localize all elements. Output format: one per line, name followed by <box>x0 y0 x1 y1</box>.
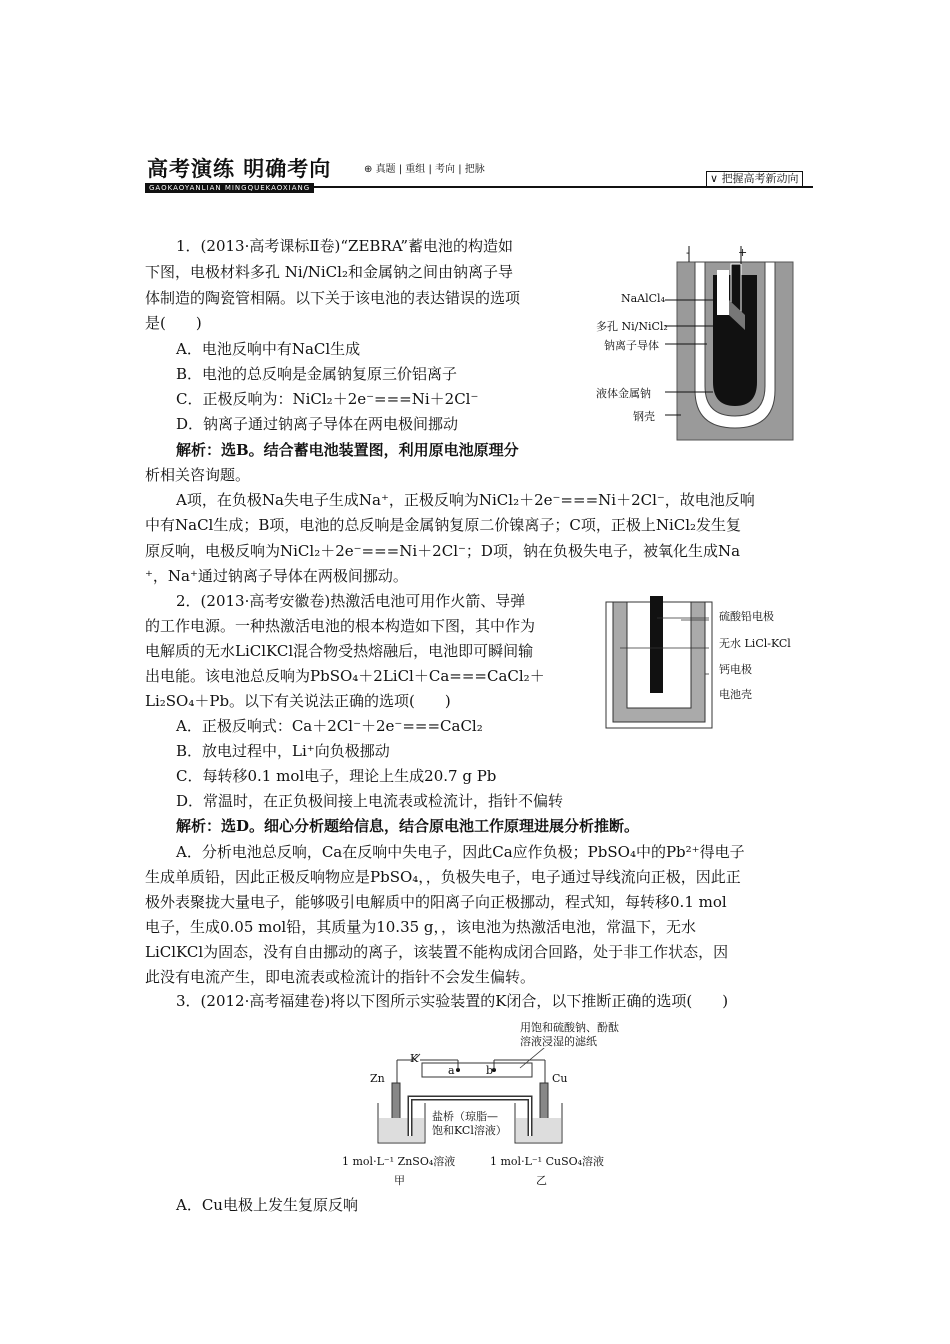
q1-explanation: 中有NaCl生成；B项，电池的总反响是金属钠复原二价镍离子；C项，正极上NiCl₂发生复 <box>145 516 742 534</box>
fig2-label: 钙电极 <box>719 663 752 676</box>
fig3-paper-label: 溶液浸湿的滤纸 <box>520 1035 597 1048</box>
q1-explanation: ⁺，Na⁺通过钠离子导体在两极间挪动。 <box>145 567 408 585</box>
q2-explanation: LiClKCl为固态，没有自由挪动的离子，该装置不能构成闭合回路，处于非工作状态，因 <box>145 943 729 961</box>
q2-stem-line: Li₂SO₄＋Pb。以下有关说法正确的选项( ) <box>145 692 451 710</box>
q1-stem-line: 下图，电极材料多孔 Ni/NiCl₂和金属钠之间由钠离子导 <box>145 263 513 281</box>
fig3-yi-label: 乙 <box>536 1174 547 1187</box>
section-tags: ⊕ 真题 | 重组 | 考向 | 把脉 <box>364 164 485 175</box>
q1-stem-line: 体制造的陶瓷管相隔。以下关于该电池的表达错误的选项 <box>145 289 521 307</box>
q3-option-a: A．Cu电极上发生复原反响 <box>176 1196 358 1214</box>
q2-option-c: C．每转移0.1 mol电子，理论上生成20.7 g Pb <box>176 767 497 785</box>
q2-explanation: 此没有电流产生，即电流表或检流计的指针不会发生偏转。 <box>145 968 536 986</box>
fig3-cu-label: Cu <box>552 1072 568 1085</box>
q1-option-a: A．电池反响中有NaCl生成 <box>176 340 361 358</box>
q2-option-a: A．正极反响式：Ca＋2Cl⁻＋2e⁻===CaCl₂ <box>176 717 483 735</box>
fig1-label: 液体金属钠 <box>596 387 651 400</box>
q1-explanation: 原反响，电极反响为NiCl₂＋2e⁻===Ni＋2Cl⁻；D项，钠在负极失电子，被氧化生成Na <box>145 542 741 560</box>
section-tag-box: ∨ 把握高考新动向 <box>706 171 803 187</box>
fig3-a-label: a <box>448 1064 455 1077</box>
q1-option-d: D．钠离子通过钠离子导体在两电极间挪动 <box>176 415 459 433</box>
fig3-b-label: b <box>486 1064 494 1077</box>
q2-explanation: 生成单质铅，因此正极反响物应是PbSO₄，，负极失电子，电子通过导线流向正极，因此正 <box>145 868 741 886</box>
q2-explanation: 解析：选D。细心分析题给信息，结合原电池工作原理进展分析推断。 <box>176 817 640 835</box>
chevron-down-icon: ∨ <box>710 172 722 185</box>
q2-stem-line: 电解质的无水LiClKCl混合物受热熔融后，电池即可瞬间输 <box>145 642 534 660</box>
q2-stem-line: 的工作电源。一种热激活电池的根本构造如下图，其中作为 <box>145 617 536 635</box>
fig3-zn-label: Zn <box>370 1072 385 1085</box>
q1-stem-line: 1．(2013·高考课标Ⅱ卷)“ZEBRA”蓄电池的构造如 <box>176 237 514 255</box>
fig2-label: 硫酸铅电极 <box>719 610 774 623</box>
q1-stem-line: 是( ) <box>145 314 202 332</box>
q2-stem-line: 出电能。该电池总反响为PbSO₄＋2LiCl＋Ca===CaCl₂＋ <box>145 667 545 685</box>
q2-explanation: 极外表聚拢大量电子，能够吸引电解质中的阳离子向正极挪动，程式知，每转移0.1 mol <box>145 893 727 911</box>
fig1-label: NaAlCl₄ <box>621 292 665 305</box>
q2-stem-line: 2．(2013·高考安徽卷)热激活电池可用作火箭、导弹 <box>176 592 526 610</box>
fig3-k-label: K <box>410 1052 419 1065</box>
q1-option-c: C．正极反响为：NiCl₂＋2e⁻===Ni＋2Cl⁻ <box>176 390 479 408</box>
fig1-plus-label: + <box>738 246 748 259</box>
q2-explanation: A．分析电池总反响，Ca在反响中失电子，因此Ca应作负极；PbSO₄中的Pb²⁺得电子 <box>176 843 745 861</box>
thermal-battery-figure <box>605 590 715 730</box>
fig3-solution-label: 1 mol·L⁻¹ CuSO₄溶液 <box>490 1155 605 1168</box>
q2-explanation: 电子，生成0.05 mol铅，其质量为10.35 g，，该电池为热激活电池，常温下，无水 <box>145 918 697 936</box>
fig2-label: 无水 LiCl-KCl <box>719 637 791 650</box>
fig2-label: 电池壳 <box>719 688 752 701</box>
q2-option-b: B．放电过程中，Li⁺向负极挪动 <box>176 742 390 760</box>
q1-explanation: A项，在负极Na失电子生成Na⁺，正极反响为NiCl₂＋2e⁻===Ni＋2Cl⁻，故电池反响 <box>176 491 755 509</box>
fig3-solution-label: 1 mol·L⁻¹ ZnSO₄溶液 <box>342 1155 456 1168</box>
q1-explanation: 析相关咨询题。 <box>145 466 251 484</box>
fig1-label: 钠离子导体 <box>604 339 659 352</box>
download-icon: ⊕ <box>364 164 376 175</box>
fig3-paper-label: 用饱和硫酸钠、酚酞 <box>520 1021 619 1034</box>
section-title: 高考演练 明确考向 <box>147 157 332 181</box>
section-pinyin: GAOKAOYANLIAN MINGQUEKAOXIANG <box>145 183 314 193</box>
q1-option-b: B．电池的总反响是金属钠复原三价铝离子 <box>176 365 458 383</box>
q2-option-d: D．常温时，在正负极间接上电流表或检流计，指针不偏转 <box>176 792 564 810</box>
fig3-bridge-label: 盐桥（琼脂— <box>432 1110 498 1123</box>
fig3-bridge-label: 饱和KCl溶液） <box>432 1124 507 1137</box>
q1-explanation: 解析：选B。结合蓄电池装置图，利用原电池原理分 <box>176 441 519 459</box>
fig3-jia-label: 甲 <box>394 1174 405 1187</box>
fig1-label: 多孔 Ni/NiCl₂ <box>596 320 668 333</box>
q3-stem: 3．(2012·高考福建卷)将以下图所示实验装置的K闭合，以下推断正确的选项( ) <box>176 992 729 1010</box>
fig1-minus-label: - <box>686 246 690 259</box>
fig1-label: 钢壳 <box>633 410 655 423</box>
